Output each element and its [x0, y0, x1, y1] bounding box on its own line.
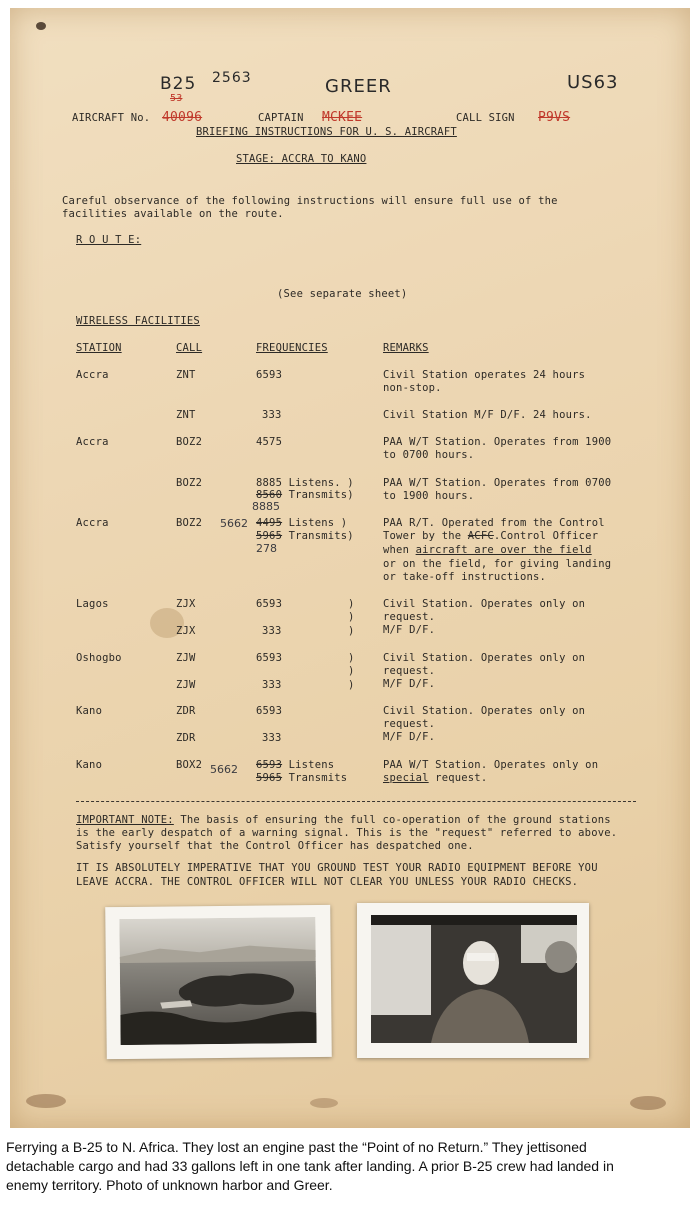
remark: Civil Station. Operates only on	[383, 705, 586, 717]
caption-line-2: detachable cargo and had 33 gallons left in one tank after landing. A prior B-25 crew had landed in	[6, 1158, 614, 1174]
col-station: STATION	[76, 342, 122, 354]
frequency-listens: 8885 Listens. )	[256, 477, 354, 489]
remark: request.	[383, 665, 436, 677]
important-note-label: IMPORTANT NOTE:	[76, 814, 174, 826]
frequency: 333	[262, 732, 282, 744]
caption-line-1: Ferrying a B-25 to N. Africa. They lost an engine past the “Point of no Return.” They jettisoned	[6, 1139, 587, 1155]
aircraft-label: AIRCRAFT No.	[72, 112, 151, 124]
station: Accra	[76, 436, 109, 448]
frequency: 6593	[256, 705, 283, 717]
remark: M/F D/F.	[383, 678, 436, 690]
call-sign-handwritten: US63	[567, 72, 619, 93]
important-note-line-5: LEAVE ACCRA. THE CONTROL OFFICER WILL NOT CLEAR YOU UNLESS YOUR RADIO CHECKS.	[76, 876, 579, 888]
frequency-listens: 4495 Listens )	[256, 517, 348, 529]
struck-aircraft-no: 53	[170, 93, 183, 104]
call: ZJW	[176, 652, 196, 664]
frequency: 6593	[256, 369, 283, 381]
call: BOZ2	[176, 517, 203, 529]
important-note-line-2: is the early despatch of a warning signal. This is the "request" referred to above.	[76, 827, 618, 839]
station: Accra	[76, 517, 109, 529]
stain	[26, 1094, 66, 1108]
stain	[310, 1098, 338, 1108]
struck-captain: MCKEE	[322, 110, 363, 125]
frequency-transmits: 5965 Transmits)	[256, 530, 354, 542]
station: Kano	[76, 759, 103, 771]
station: Lagos	[76, 598, 109, 610]
struck-frequency: 5965	[256, 530, 283, 542]
intro-line-1: Careful observance of the following instructions will ensure full use of the	[62, 195, 558, 207]
greer-photo	[357, 903, 589, 1058]
divider	[76, 801, 636, 802]
col-remarks: REMARKS	[383, 342, 429, 354]
remark: Civil Station. Operates only on	[383, 652, 586, 664]
document-title: BRIEFING INSTRUCTIONS FOR U. S. AIRCRAFT	[196, 126, 457, 138]
call: ZJX	[176, 598, 196, 610]
frequency-transmits: 8560 Transmits)	[256, 489, 354, 501]
remark: request.	[383, 611, 436, 623]
remark: or take-off instructions.	[383, 571, 547, 583]
handwritten-frequency: 5662	[220, 517, 248, 530]
remark: PAA W/T Station. Operates from 0700	[383, 477, 612, 489]
remark: Civil Station operates 24 hours	[383, 369, 586, 381]
struck-aircraft-no-2: 40096	[162, 110, 203, 125]
handwritten-frequency: 8885	[252, 500, 280, 513]
station: Kano	[76, 705, 103, 717]
call: BOZ2	[176, 477, 203, 489]
remark: Civil Station. Operates only on	[383, 598, 586, 610]
call: ZJW	[176, 679, 196, 691]
important-note-line-1: IMPORTANT NOTE: The basis of ensuring the full co-operation of the ground stations	[76, 814, 611, 826]
remark: PAA W/T Station. Operates from 1900	[383, 436, 612, 448]
captain-handwritten: GREER	[325, 76, 392, 97]
remark: or on the field, for giving landing	[383, 558, 612, 570]
aircraft-type-handwritten: B25	[160, 74, 197, 94]
frequency: 333	[262, 679, 282, 691]
remark: non-stop.	[383, 382, 442, 394]
struck-frequency: 5965	[256, 772, 283, 784]
remark: Tower by the ACFC.Control Officer	[383, 530, 599, 542]
remark: M/F D/F.	[383, 731, 436, 743]
harbor-image	[119, 917, 316, 1045]
stage-title: STAGE: ACCRA TO KANO	[236, 153, 367, 165]
bracket: )	[348, 598, 355, 610]
pin-hole	[36, 22, 46, 30]
station: Accra	[76, 369, 109, 381]
station: Oshogbo	[76, 652, 122, 664]
call-sign-label: CALL SIGN	[456, 112, 515, 124]
col-call: CALL	[176, 342, 203, 354]
col-frequencies: FREQUENCIES	[256, 342, 328, 354]
remark: PAA R/T. Operated from the Control	[383, 517, 605, 529]
wireless-title: WIRELESS FACILITIES	[76, 315, 200, 327]
struck-frequency: 8560	[256, 489, 283, 501]
remark: PAA W/T Station. Operates only on	[383, 759, 599, 771]
remark: Civil Station M/F D/F. 24 hours.	[383, 409, 592, 421]
struck-call-sign: P9VS	[538, 110, 571, 125]
important-note-line-4: IT IS ABSOLUTELY IMPERATIVE THAT YOU GROUND TEST YOUR RADIO EQUIPMENT BEFORE YOU	[76, 862, 598, 874]
captain-label: CAPTAIN	[258, 112, 304, 124]
frequency-transmits: 5965 Transmits	[256, 772, 348, 784]
bracket: )	[348, 665, 355, 677]
struck-frequency: 6593	[256, 759, 283, 771]
call: BOZ2	[176, 436, 203, 448]
bracket: )	[348, 679, 355, 691]
call: ZDR	[176, 705, 196, 717]
route-label: R O U T E:	[76, 234, 142, 246]
handwritten-frequency: 278	[256, 542, 277, 555]
bracket: )	[348, 611, 355, 623]
call: ZNT	[176, 409, 196, 421]
remark: to 1900 hours.	[383, 490, 475, 502]
intro-line-2: facilities available on the route.	[62, 208, 284, 220]
remark: request.	[383, 718, 436, 730]
struck-frequency: 4495	[256, 517, 283, 529]
stain	[630, 1096, 666, 1110]
aircraft-serial-handwritten: 2563	[212, 70, 252, 86]
harbor-photo	[105, 905, 332, 1059]
frequency: 333	[262, 409, 282, 421]
call: ZJX	[176, 625, 196, 637]
bracket: )	[348, 625, 355, 637]
handwritten-frequency: 5662	[210, 763, 238, 776]
call: ZNT	[176, 369, 196, 381]
call: BOX2	[176, 759, 203, 771]
remark: M/F D/F.	[383, 624, 436, 636]
frequency: 6593	[256, 652, 283, 664]
frequency: 6593	[256, 598, 283, 610]
remark: when aircraft are over the field	[383, 544, 592, 556]
frequency: 4575	[256, 436, 283, 448]
greer-portrait-image	[371, 915, 577, 1043]
remark: special request.	[383, 772, 488, 784]
frequency-listens: 6593 Listens	[256, 759, 335, 771]
caption-line-3: enemy territory. Photo of unknown harbor and Greer.	[6, 1177, 333, 1193]
frequency: 333	[262, 625, 282, 637]
bracket: )	[348, 652, 355, 664]
remark: to 0700 hours.	[383, 449, 475, 461]
route-note: (See separate sheet)	[277, 288, 408, 300]
caption	[6, 1138, 696, 1195]
call: ZDR	[176, 732, 196, 744]
important-note-line-3: Satisfy yourself that the Control Officer has despatched one.	[76, 840, 474, 852]
